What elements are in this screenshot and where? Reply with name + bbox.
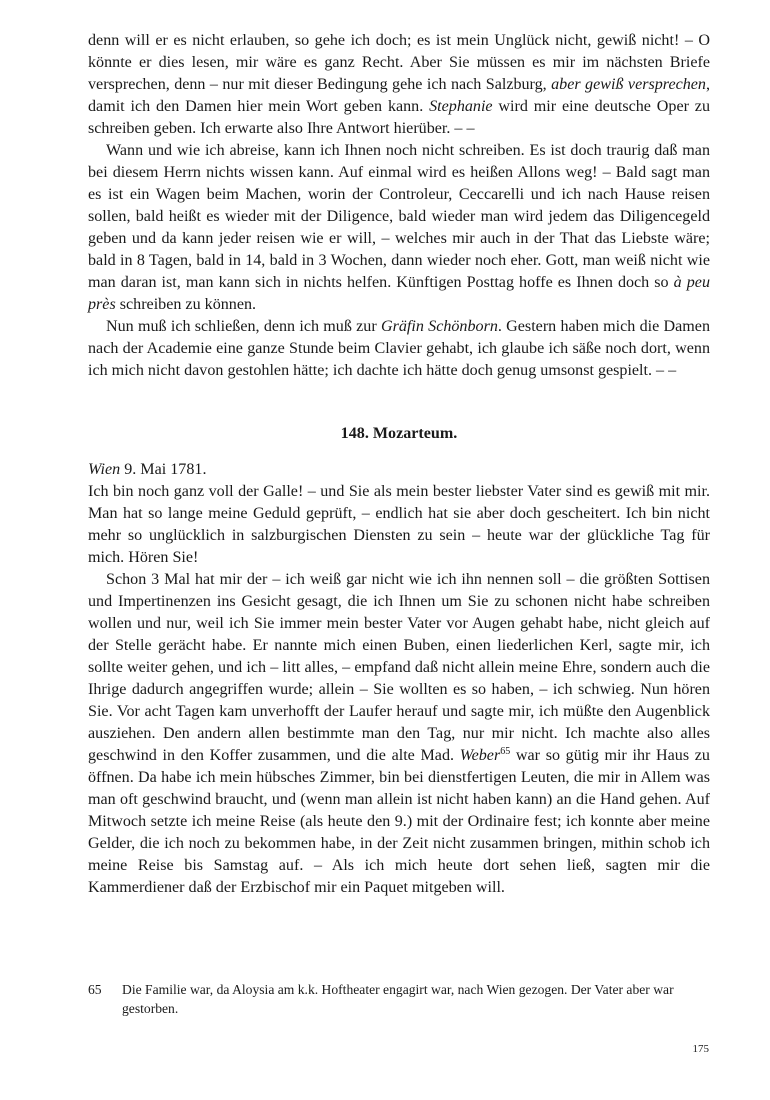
- emphasis: aber gewiß versprechen: [551, 76, 706, 93]
- paragraph-4: Ich bin noch ganz voll der Galle! – und Sie als mein bester liebster Vater sind es gewiß mit mir. Man hat so lange meine Geduld geprüft, – endlich hat sie aber doch gescheitert. Ich bin nicht mehr so unglücklich in salzburgischen Diensten zu sein – heute war der glückliche Tag für mich. Hören Sie!: [88, 483, 710, 566]
- main-text-block: [88, 30, 710, 899]
- emphasis: Stephanie: [429, 98, 493, 115]
- paragraph-3: Nun muß ich schließen, denn ich muß zur Gräfin Schönborn. Gestern haben mich die Damen nach der Academie eine ganze Stunde beim Clavier gehabt, ich glaube ich säße noch dort, wenn ich mich nicht davon gestohlen hätte; ich dachte ich hätte doch genug umsonst gespielt. – –: [88, 318, 710, 379]
- emphasis: Gräfin Schönborn: [380, 318, 498, 335]
- footnote-text: Die Familie war, da Aloysia am k.k. Hoftheater engagirt war, nach Wien gezogen. Der Vater aber war gestorben.: [122, 982, 674, 1016]
- emphasis: Weber: [459, 747, 501, 764]
- emphasis: à peu près: [88, 274, 710, 313]
- place-name: Wien: [88, 461, 121, 478]
- paragraph-1: denn will er es nicht erlauben, so gehe ich doch; es ist mein Unglück nicht, gewiß nicht! – O könnte er dies lesen, mir wäre es ganz Recht. Aber Sie müssen es mir im nächsten Briefe versprechen, denn – nur mit dieser Bedingung gehe ich nach Salzburg, aber gewiß versprechen, damit ich den Damen hier mein Wort geben kann. Stephanie wird mir eine deutsche Oper zu schreiben geben. Ich erwarte also Ihre Antwort hierüber. – –: [88, 32, 711, 137]
- paragraph-5: Schon 3 Mal hat mir der – ich weiß gar nicht wie ich ihn nennen soll – die größten Sottisen und Impertinenzen ins Gesicht gesagt, die ich Ihnen um Sie zu schonen nicht habe schreiben wollen und nur, weil ich Sie immer mein bester Vater vor Augen gehabt habe, nicht gleich auf der Stelle gerächt habe. Er nannte mich einen Buben, einen liederlichen Kerl, sagte mir, ich sollte weiter gehen, und ich – litt alles, – empfand daß nicht allein meine Ehre, sondern auch die Ihrige dadurch angegriffen wurde; allein – Sie wollten es so haben, – ich schwieg. Nun hören Sie. Vor acht Tagen kam unverhofft der Laufer herauf und sagte mir, ich müßte den Augenblick ausziehen. Den andern allen bestimmte man den Tag, nur mir nicht. Ich machte also alles geschwind in den Koffer zusammen, und die alte Mad. Weber$^{65}$ war so gütig mir ihr Haus zu öffnen. Da habe ich mein hübsches Zimmer, bin bei dienstfertigen Leuten, die mir in Allem was man oft geschwind braucht, und (wenn man allein ist nicht haben kann) an die Hand gehen. Auf Mitwoch setzte ich meine Reise (als heute den 9.) mit der Ordinaire fest; ich konnte aber meine Gelder, die ich noch zu bekommen habe, in der Zeit nicht zusammen bringen, mithin schob ich meine Reise bis Samstag auf. – Als ich mich heute dort sehen ließ, sagten mir die Kammerdiener daß der Erzbischof mir ein Paquet mitgeben will.: [88, 571, 710, 896]
- paragraph-2: Wann und wie ich abreise, kann ich Ihnen noch nicht schreiben. Es ist doch traurig daß man bei diesem Herrn nichts wissen kann. Auf einmal wird es heißen Allons weg! – Bald sagt man es ist ein Wagen beim Machen, worin der Controleur, Ceccarelli und ich nach Hause reisen sollen, bald heißt es wieder mit der Diligence, bald wieder man wird jedem das Diligencegeld geben und da kann jeder reisen wie er will, – welches mir auch in der That das Liebste wäre; bald in 8 Tagen, bald in 14, bald in 3 Wochen, dann wieder noch eher. Gott, man weiß nicht wie man daran ist, man kann sich in nichts helfen. Künftigen Posttag hoffe es Ihnen doch so à peu près schreiben zu können.: [88, 142, 710, 313]
- letter-dateline: Wien 9. Mai 1781.: [88, 461, 207, 478]
- footnote-marker: 65: [500, 746, 511, 757]
- letter-heading: 148. Mozarteum.: [340, 425, 458, 442]
- footnote-number: 65: [88, 982, 102, 997]
- page-number: 175: [692, 1043, 709, 1055]
- footnote: [88, 980, 710, 1018]
